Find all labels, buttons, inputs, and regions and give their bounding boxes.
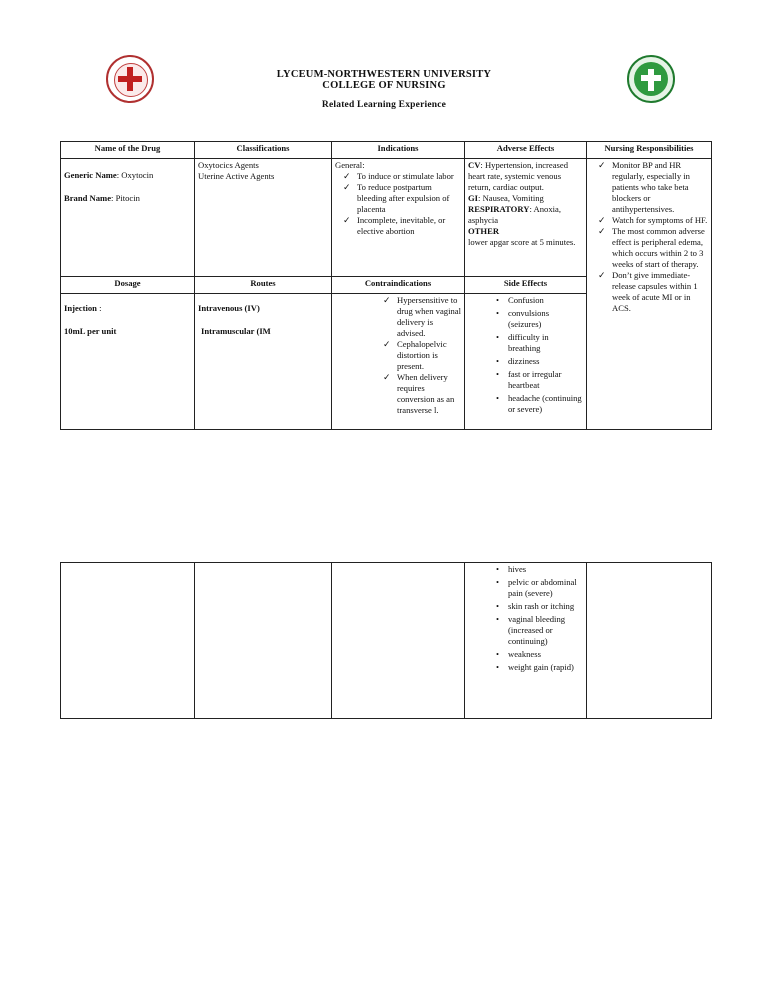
cv-text: : Hypertension, increased heart rate, systemic venous return, cardiac output.	[468, 160, 569, 192]
drug-name-cell	[61, 159, 195, 277]
contraindications-list	[335, 295, 461, 416]
empty-cell	[332, 563, 465, 719]
list-item: ✓ Incomplete, inevitable, or elective abortion	[335, 215, 461, 237]
route-item: Intravenous (IV)	[198, 303, 260, 313]
contraindications-cell	[332, 294, 465, 430]
list-item: • weakness	[482, 649, 583, 660]
table-row	[61, 563, 712, 719]
list-item: • vaginal bleeding (increased or continuing)	[482, 614, 583, 647]
list-item: ✓ Cephalopelvic distortion is present.	[375, 339, 461, 372]
list-item: • hives	[482, 564, 583, 575]
classification-item: Oxytocics Agents	[198, 160, 259, 170]
generic-name-label: Generic Name	[64, 170, 117, 180]
header-routes: Routes	[195, 277, 332, 294]
header-indications: Indications	[332, 142, 465, 159]
gi-text: : Nausea, Vomiting	[478, 193, 544, 203]
list-item: • headache (continuing or severe)	[482, 393, 583, 415]
empty-cell	[195, 563, 332, 719]
university-name: LYCEUM-NORTHWESTERN UNIVERSITY	[276, 69, 492, 80]
respiratory-label: RESPIRATORY	[468, 204, 530, 214]
table-row	[61, 159, 712, 277]
classification-item: Uterine Active Agents	[198, 171, 275, 181]
header-dosage: Dosage	[61, 277, 195, 294]
list-item: ✓ To induce or stimulate labor	[335, 171, 461, 182]
brand-name-label: Brand Name	[64, 193, 112, 203]
adverse-effects-cell	[465, 159, 587, 277]
list-item: • fast or irregular heartbeat	[482, 369, 583, 391]
college-name: COLLEGE OF NURSING	[322, 80, 446, 91]
classifications-cell	[195, 159, 332, 277]
list-item: • difficulty in breathing	[482, 332, 583, 354]
adverse-cv	[468, 160, 583, 193]
side-effects-cont-cell	[465, 563, 587, 719]
header-classifications: Classifications	[195, 142, 332, 159]
list-item: • skin rash or itching	[482, 601, 583, 612]
list-item: ✓ The most common adverse effect is peripheral edema, which occurs within 2 to 3 weeks of start of therapy.	[590, 226, 708, 270]
brand-name-value: : Pitocin	[111, 193, 140, 203]
list-item: ✓ Watch for symptoms of HF.	[590, 215, 708, 226]
side-effects-list	[468, 295, 583, 415]
adverse-respiratory	[468, 204, 583, 226]
respiratory-text: : Anoxia, asphycia	[468, 204, 561, 225]
list-item: • pelvic or abdominal pain (severe)	[482, 577, 583, 599]
list-item: ✓ To reduce postpartum bleeding after expulsion of placenta	[335, 182, 461, 215]
side-effects-cont-list	[468, 564, 583, 673]
dosage-amount: 10mL per unit	[64, 326, 117, 336]
header-nursing-responsibilities: Nursing Responsibilities	[587, 142, 712, 159]
dosage-route-colon: :	[96, 303, 102, 313]
generic-name-value: : Oxytocin	[116, 170, 154, 180]
gi-label: GI	[468, 193, 479, 203]
adverse-gi	[468, 193, 583, 204]
list-item: • convulsions (seizures)	[482, 308, 583, 330]
header-side-effects: Side Effects	[465, 277, 587, 294]
indications-cell	[332, 159, 465, 277]
list-item: • dizziness	[482, 356, 583, 367]
empty-cell	[61, 563, 195, 719]
routes-cell	[195, 294, 332, 430]
nursing-responsibilities-cell	[587, 159, 712, 430]
dosage-route-label: Injection	[64, 303, 97, 313]
document-subtitle: Related Learning Experience	[321, 100, 447, 110]
empty-cell	[587, 563, 712, 719]
dosage-route	[64, 303, 191, 314]
list-item: • Confusion	[482, 295, 583, 306]
header-adverse-effects: Adverse Effects	[465, 142, 587, 159]
drug-study-table	[60, 141, 712, 430]
list-item: ✓ When delivery requires conversion as an transverse l.	[375, 372, 461, 416]
list-item: • weight gain (rapid)	[482, 662, 583, 673]
indications-intro: General:	[335, 160, 365, 170]
list-item: ✓ Monitor BP and HR regularly, especially in patients who take beta blockers or antihypertensives.	[590, 160, 708, 215]
route-item: Intramuscular (IM	[201, 326, 271, 336]
side-effects-cell	[465, 294, 587, 430]
cv-label: CV	[468, 160, 481, 170]
generic-name	[64, 170, 191, 181]
brand-name	[64, 193, 191, 204]
nursing-list	[590, 160, 708, 314]
header-drug-name: Name of the Drug	[61, 142, 195, 159]
list-item: ✓ Hypersensitive to drug when vaginal delivery is advised.	[375, 295, 461, 339]
continuation-table	[60, 562, 712, 719]
header-contraindications: Contraindications	[332, 277, 465, 294]
indications-list	[335, 171, 461, 237]
dosage-cell	[61, 294, 195, 430]
table-header-row	[61, 142, 712, 159]
list-item: ✓ Don’t give immediate-release capsules within 1 week of acute MI or in ACS.	[590, 270, 708, 314]
other-label: OTHER	[468, 226, 500, 236]
other-text: lower apgar score at 5 minutes.	[468, 237, 576, 247]
